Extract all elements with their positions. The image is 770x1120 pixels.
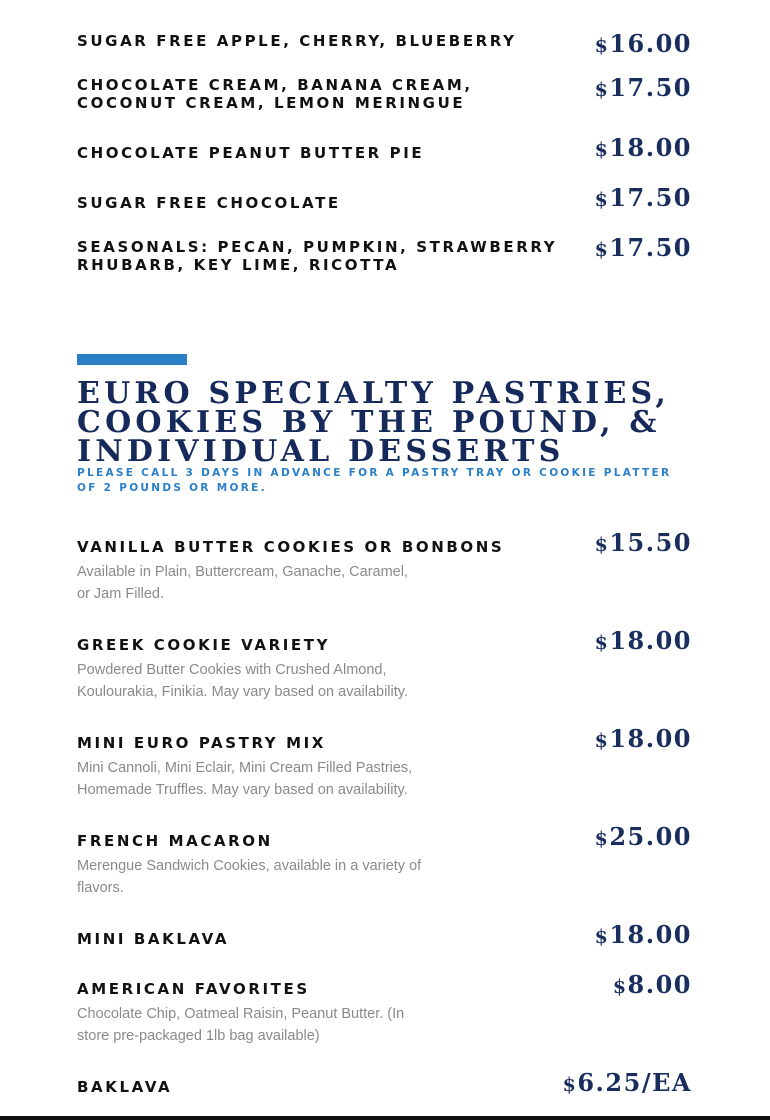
price-amount: 18.00 bbox=[609, 724, 692, 753]
item-name: FRENCH MACARON bbox=[77, 832, 273, 850]
item-name: CHOCOLATE CREAM, BANANA CREAM, COCONUT CREAM, LEMON MERINGUE bbox=[77, 76, 473, 112]
item-price bbox=[595, 823, 692, 853]
price-currency: $ bbox=[594, 632, 610, 654]
price-currency: $ bbox=[594, 139, 610, 161]
price-currency: $ bbox=[594, 79, 610, 101]
price-currency: $ bbox=[594, 828, 610, 850]
item-name: CHOCOLATE PEANUT BUTTER PIE bbox=[77, 144, 425, 162]
price-currency: $ bbox=[594, 534, 610, 556]
item-name: GREEK COOKIE VARIETY bbox=[77, 636, 331, 654]
item-name: VANILLA BUTTER COOKIES OR BONBONS bbox=[77, 538, 505, 556]
price-amount: 18.00 bbox=[609, 133, 692, 162]
price-currency: $ bbox=[594, 189, 610, 211]
price-amount: 16.00 bbox=[609, 29, 692, 58]
price-currency: $ bbox=[594, 926, 610, 948]
item-name: SUGAR FREE CHOCOLATE bbox=[77, 194, 341, 212]
price-amount: 6.25/EA bbox=[577, 1068, 692, 1097]
item-price bbox=[595, 725, 692, 755]
item-description: Available in Plain, Buttercream, Ganache, Caramel, or Jam Filled. bbox=[77, 564, 408, 602]
price-currency: $ bbox=[562, 1074, 578, 1096]
item-name: SUGAR FREE APPLE, CHERRY, BLUEBERRY bbox=[77, 32, 517, 50]
item-price bbox=[613, 971, 692, 1001]
price-currency: $ bbox=[594, 730, 610, 752]
item-name: BAKLAVA bbox=[77, 1078, 173, 1096]
item-name: MINI BAKLAVA bbox=[77, 930, 230, 948]
item-name: AMERICAN FAVORITES bbox=[77, 980, 310, 998]
price-amount: 25.00 bbox=[609, 822, 692, 851]
item-price bbox=[595, 529, 692, 559]
item-price bbox=[595, 234, 692, 264]
price-amount: 17.50 bbox=[609, 233, 692, 262]
item-description: Powdered Butter Cookies with Crushed Almond, Koulourakia, Finikia. May vary based on availability. bbox=[77, 662, 408, 700]
item-name: SEASONALS: PECAN, PUMPKIN, STRAWBERRY RHUBARB, KEY LIME, RICOTTA bbox=[77, 238, 558, 274]
page-bottom-rule bbox=[0, 1116, 770, 1120]
price-amount: 8.00 bbox=[627, 970, 692, 999]
item-price bbox=[595, 184, 692, 214]
item-description: Chocolate Chip, Oatmeal Raisin, Peanut Butter. (In store pre-packaged 1lb bag available) bbox=[77, 1006, 405, 1044]
item-price bbox=[595, 74, 692, 104]
price-currency: $ bbox=[594, 35, 610, 57]
item-price bbox=[595, 30, 692, 60]
price-currency: $ bbox=[594, 239, 610, 261]
section-accent-bar bbox=[77, 354, 187, 365]
section-title: EURO SPECIALTY PASTRIES, COOKIES BY THE POUND, & INDIVIDUAL DESSERTS bbox=[77, 376, 670, 469]
item-name: MINI EURO PASTRY MIX bbox=[77, 734, 326, 752]
item-description: Merengue Sandwich Cookies, available in a variety of flavors. bbox=[77, 858, 422, 896]
price-currency: $ bbox=[612, 976, 628, 998]
item-price bbox=[595, 134, 692, 164]
price-amount: 17.50 bbox=[609, 183, 692, 212]
price-amount: 15.50 bbox=[609, 528, 692, 557]
price-amount: 18.00 bbox=[609, 626, 692, 655]
price-amount: 18.00 bbox=[609, 920, 692, 949]
item-price bbox=[595, 627, 692, 657]
price-amount: 17.50 bbox=[609, 73, 692, 102]
item-price bbox=[563, 1069, 692, 1099]
item-description: Mini Cannoli, Mini Eclair, Mini Cream Filled Pastries, Homemade Truffles. May vary based on availability. bbox=[77, 760, 413, 798]
item-price bbox=[595, 921, 692, 951]
section-note: PLEASE CALL 3 DAYS IN ADVANCE FOR A PASTRY TRAY OR COOKIE PLATTER OF 2 POUNDS OR MORE. bbox=[77, 467, 672, 494]
